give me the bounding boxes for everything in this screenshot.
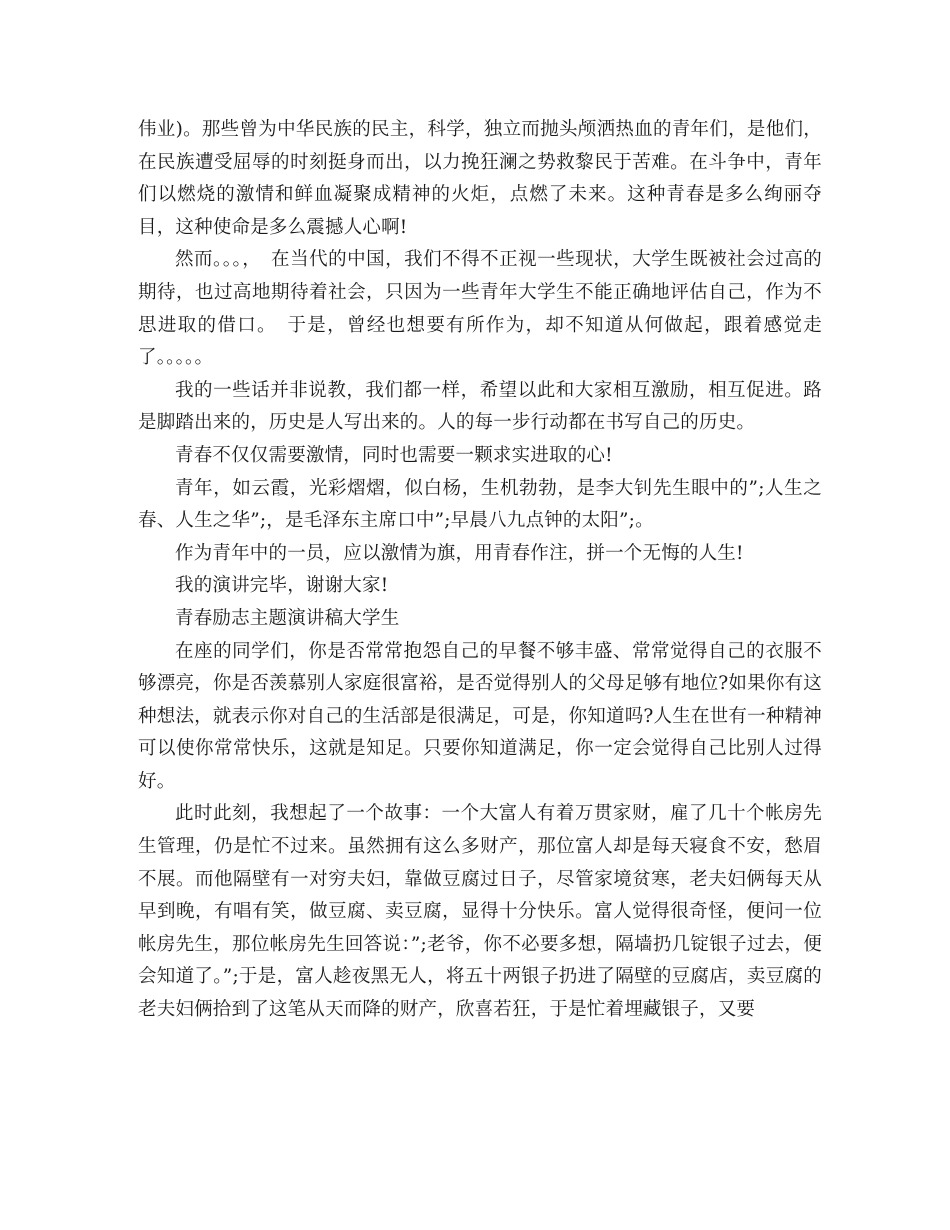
paragraph-classmates: 在座的同学们，你是否常常抱怨自己的早餐不够丰盛、常常觉得自己的衣服不够漂亮，你是否羡慕别人家庭很富裕，是否觉得别人的父母足够有地位?如果你有这种想法，就表示你对自己的生活部是很满足，可是，你知道吗?人生在世有一种精神可以使你常常快乐，这就是知足。只要你知道满足，你一定会觉得自己比别人过得好。 <box>138 640 822 792</box>
paragraph-however: 然而。。。， 在当代的中国，我们不得不正视一些现状，大学生既被社会过高的期待，也过高地期待着社会，只因为一些青年大学生不能正确地评估自己，作为不思进取的借口。 于是，曾经也想要有所作为，却不知道从何做起，跟着感觉走了。。。。。 <box>138 249 822 369</box>
paragraph-member: 作为青年中的一员，应以激情为旗，用青春作注，拼一个无悔的人生! <box>175 542 744 564</box>
paragraph-story: 此时此刻，我想起了一个故事：一个大富人有着万贯家财，雇了几十个帐房先生管理，仍是忙不过来。虽然拥有这么多财产，那位富人却是每天寝食不安，愁眉不展。而他隔壁有一对穷夫妇，靠做豆腐过日子，尽管家境贫寒，老夫妇俩每天从早到晚，有唱有笑，做豆腐、卖豆腐，显得十分快乐。富人觉得很奇怪，便问一位帐房先生，那位帐房先生回答说：”;老爷，你不必要多想，隔墙扔几锭银子过去，便会知道了。”;于是，富人趁夜黑无人，将五十两银子扔进了隔壁的豆腐店，卖豆腐的老夫妇俩拾到了这笔从天而降的财产，欣喜若狂，于是忙着埋藏银子，又要 <box>138 803 822 1021</box>
paragraph-words: 我的一些话并非说教，我们都一样，希望以此和大家相互激励，相互促进。路是脚踏出来的，历史是人写出来的。人的每一步行动都在书写自己的历史。 <box>138 379 822 434</box>
paragraph-continuation: 伟业)。那些曾为中华民族的民主，科学，独立而抛头颅洒热血的青年们，是他们，在民族遭受屈辱的时刻挺身而出，以力挽狂澜之势救黎民于苦难。在斗争中，青年们以燃烧的激情和鲜血凝聚成精神的火炬，点燃了未来。这种青春是多么绚丽夺目，这种使命是多么震撼人心啊! <box>138 119 822 238</box>
paragraph-finish: 我的演讲完毕，谢谢大家! <box>175 575 389 597</box>
section-title: 青春励志主题演讲稿大学生 <box>175 607 400 629</box>
paragraph-youth-heart: 青春不仅仅需要激情，同时也需要一颗求实进取的心! <box>175 444 613 466</box>
paragraph-youth-like: 青年，如云霞，光彩熠熠，似白杨，生机勃勃，是李大钊先生眼中的”;人生之春、人生之华”;，是毛泽东主席口中”;早晨八九点钟的太阳”;。 <box>138 477 822 532</box>
document-body <box>138 114 822 1027</box>
